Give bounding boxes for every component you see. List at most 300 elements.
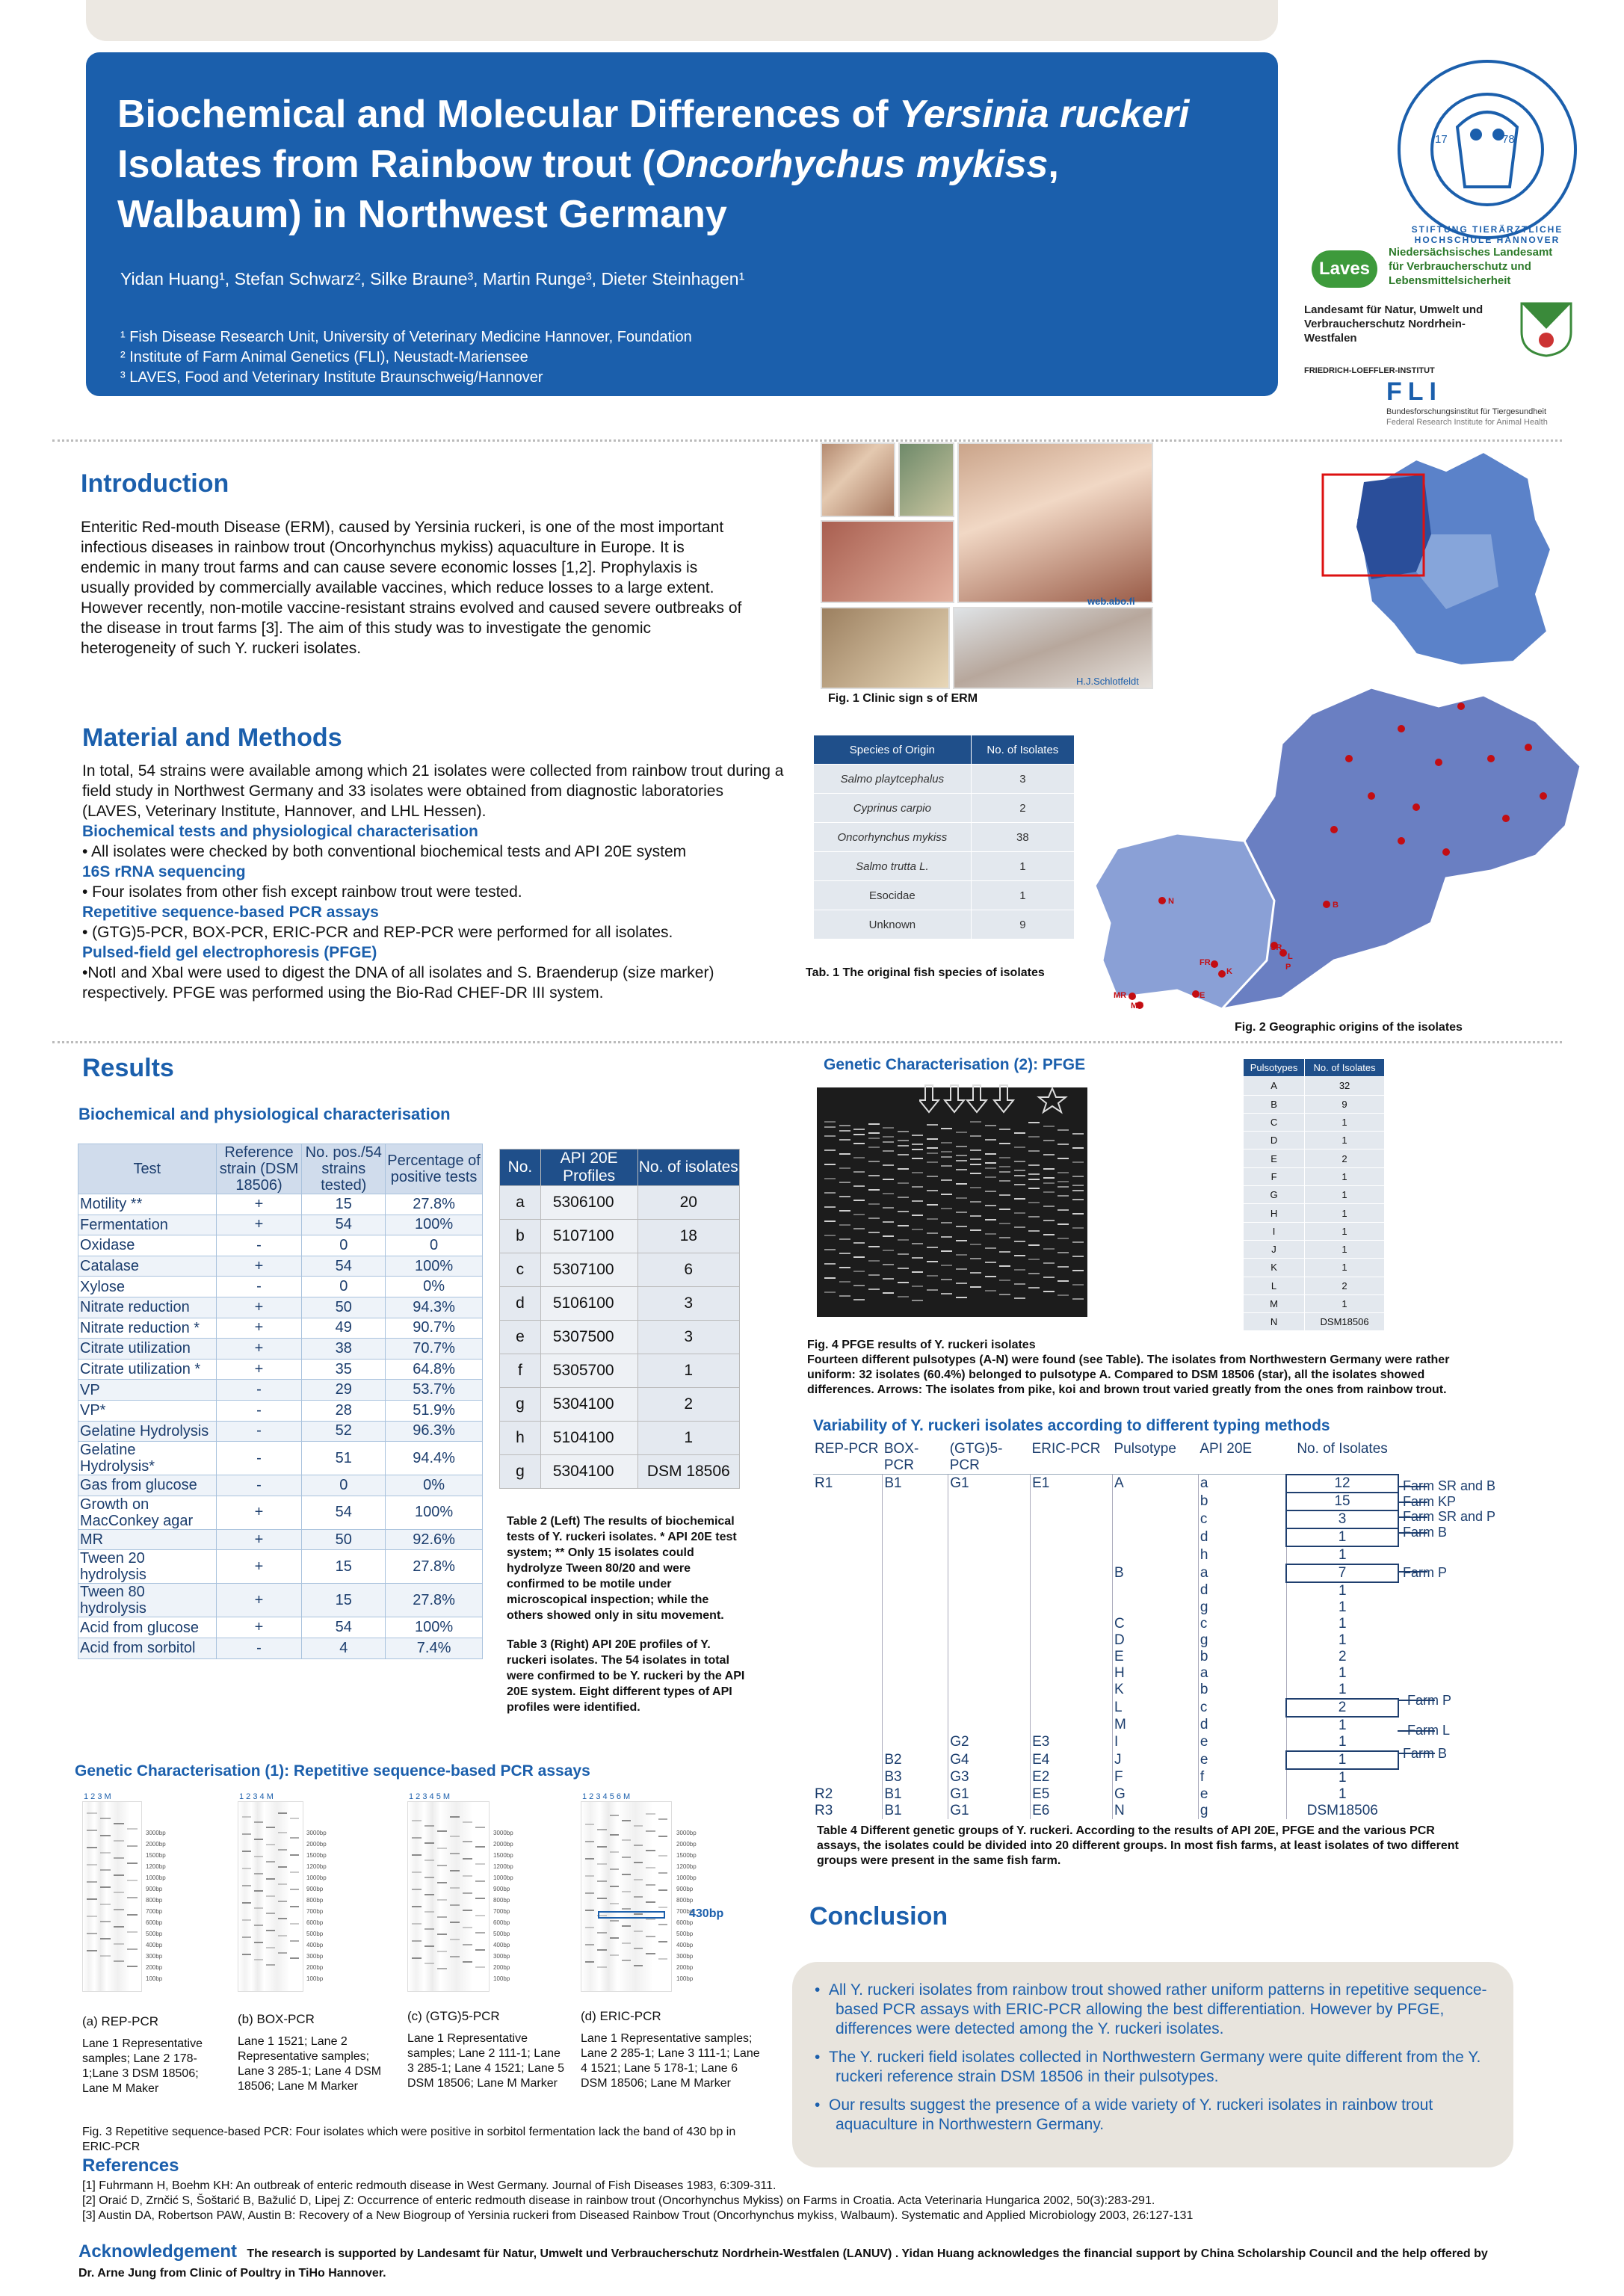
- pfge-band: [970, 1258, 981, 1259]
- fig1-caption: Fig. 1 Clinic sign s of ERM: [828, 692, 978, 705]
- pfge-band: [1058, 1158, 1069, 1159]
- gel-band: [585, 1927, 594, 1928]
- pfge-band: [853, 1157, 865, 1158]
- table-row: MR + 50 92.6%: [78, 1529, 483, 1550]
- laves-name: Niedersächsisches Landesamt für Verbraucherschutz und Lebensmittelsicherheit: [1389, 246, 1553, 287]
- lanes-a: 1 2 3 M: [84, 1792, 111, 1801]
- pfge-band: [970, 1173, 981, 1174]
- ladder-label: 1000bp: [146, 1874, 166, 1881]
- pfge-band: [970, 1272, 981, 1274]
- gel-band: [597, 1966, 606, 1968]
- gel-band: [114, 1892, 124, 1893]
- pfge-band: [999, 1180, 1010, 1182]
- table-row: A 32: [1244, 1077, 1385, 1095]
- pfge-band: [898, 1239, 909, 1241]
- pfge-band: [824, 1235, 836, 1236]
- table-row: K b 1: [813, 1682, 1398, 1699]
- laves-logo: Laves: [1312, 250, 1377, 288]
- map-label-e: E: [1200, 991, 1205, 1000]
- pfge-band: [927, 1147, 938, 1149]
- gel-band: [254, 1839, 263, 1840]
- gel-band: [585, 1892, 594, 1894]
- pfge-band: [898, 1182, 909, 1184]
- gel-band: [87, 1950, 97, 1951]
- gel-band: [646, 1919, 655, 1920]
- gel-band: [450, 1956, 460, 1957]
- gel-band: [463, 1821, 472, 1823]
- table-row: R2 B1 G1 E5 G e 1: [815, 1786, 1347, 1802]
- gel-band: [412, 1906, 422, 1907]
- pfge-band: [898, 1154, 909, 1155]
- pfge-band: [898, 1197, 909, 1198]
- acknowledgement: Acknowledgement The research is supported by Landesamt für Natur, Umwelt und Verbraucherschutz Nordrhein-Westfalen (LANUV) . Yidan Huang acknowledges the financial support by China Scholarship Council and the help offered by Dr. Arne Jung from Clinic of Poultry in TiHo Hannover.: [78, 2241, 1488, 2280]
- pfge-band: [853, 1185, 865, 1187]
- gel-band: [290, 1871, 299, 1873]
- gel-band: [254, 1907, 263, 1909]
- pfge-band: [898, 1296, 909, 1297]
- pfge-band: [941, 1179, 952, 1181]
- gel-band: [597, 1932, 606, 1934]
- map-label-fr: FR: [1200, 958, 1211, 967]
- farm-label-b: Farm B: [1403, 1746, 1448, 1761]
- pfge-band: [970, 1244, 981, 1245]
- ladder-label: 2000bp: [676, 1841, 697, 1848]
- results-sub2: Genetic Characterisation (1): Repetitive sequence-based PCR assays: [75, 1762, 590, 1780]
- pfge-band: [1043, 1154, 1055, 1155]
- ladder-label: 700bp: [306, 1908, 324, 1915]
- pfge-band: [1072, 1199, 1084, 1200]
- pfge-band: [883, 1150, 894, 1152]
- pfge-band: [927, 1161, 938, 1163]
- gel-band: [450, 1870, 460, 1871]
- pfge-band: [999, 1171, 1010, 1173]
- pfge-band: [999, 1280, 1010, 1281]
- gel-band: [87, 1916, 97, 1917]
- ladder-label: 700bp: [146, 1908, 163, 1915]
- pfge-band: [927, 1247, 938, 1248]
- pfge-band: [956, 1283, 967, 1284]
- pfge-band: [883, 1141, 894, 1143]
- pfge-band: [912, 1200, 923, 1202]
- pfge-band: [1014, 1198, 1025, 1200]
- pfge-band: [1014, 1161, 1025, 1162]
- gel-band: [463, 1841, 472, 1842]
- pfge-band: [898, 1145, 909, 1147]
- pfge-band: [985, 1191, 996, 1192]
- pfge-band: [1058, 1280, 1069, 1282]
- pfge-band: [898, 1225, 909, 1226]
- table-row: C c 1: [813, 1616, 1398, 1632]
- ladder-label: 600bp: [146, 1919, 163, 1926]
- pfge-band: [883, 1127, 894, 1129]
- gel-band: [634, 1896, 643, 1898]
- ladder-label: 200bp: [676, 1964, 694, 1971]
- gel-band: [127, 1863, 138, 1864]
- table-row: R1 B1 G1 E1 A a 12: [813, 1475, 1398, 1493]
- pfge-band: [839, 1295, 850, 1297]
- ladder-label: 100bp: [676, 1975, 694, 1982]
- pfge-band: [985, 1262, 996, 1263]
- divider-2: [52, 1041, 1562, 1043]
- pfge-band: [824, 1249, 836, 1250]
- pfge-band: [970, 1158, 981, 1160]
- table-variability: REP-PCR BOX-PCR (GTG)5-PCR ERIC-PCR Pulsotype API 20E No. of Isolates R1 B1 G1 E1 A a 12 b 15 c 3 d 1 h 1 B a 7 d 1 g 1 C c 1 D g 1 E b 2 H a 1 K b 1 L c 2 M d 1 G2 E3 I e 1 B2 G4 E4 J e 1 B3 G3 E2 F f 1 R2 B1 G1 E5 G e 1 R3 B1 G1 E6 N g DSM18506: [813, 1441, 1399, 1819]
- gel-band: [437, 1848, 447, 1849]
- affiliations: ¹ Fish Disease Research Unit, University of Veterinary Medicine Hannover, Foundation ² Institute of Farm Animal Genetics (FLI), Neustadt-Mariensee ³ LAVES, Food and Veterinary Institute Braunschweig/Hannover: [120, 329, 692, 386]
- gel-band: [424, 1911, 434, 1913]
- gel-band: [242, 1937, 251, 1938]
- pfge-band: [1028, 1150, 1040, 1152]
- gel-band: [658, 1941, 667, 1942]
- table-row: h 1: [813, 1546, 1398, 1564]
- table-row: E b 2: [813, 1649, 1398, 1665]
- gel-band: [412, 1837, 422, 1839]
- farm-label-p2: Farm P: [1407, 1693, 1452, 1708]
- table-row: e 5307500 3: [500, 1321, 740, 1354]
- table-row: R3 B1 G1 E6 N g DSM18506: [815, 1802, 1378, 1818]
- gel-band: [114, 1926, 124, 1928]
- gel-band: [424, 1963, 434, 1964]
- pfge-band: [941, 1293, 952, 1294]
- table-fish-species: Species of Origin No. of Isolates Salmo playtcephalus 3 Cyprinus carpio 2 Oncorhynchus mykiss 38 Salmo trutta L. 1 Esocidae 1 Unknown 9: [813, 735, 1075, 939]
- ladder-label: 200bp: [306, 1964, 324, 1971]
- gel-band: [475, 1949, 485, 1951]
- pfge-band: [839, 1238, 850, 1240]
- pfge-band: [927, 1138, 938, 1140]
- gel-band: [266, 1913, 275, 1914]
- pfge-band: [1072, 1147, 1084, 1149]
- gel-band: [266, 1895, 275, 1897]
- gel-band: [658, 1958, 667, 1960]
- ladder-label: 200bp: [493, 1964, 510, 1971]
- gel-band: [646, 1936, 655, 1937]
- ladder-label: 1200bp: [676, 1863, 697, 1870]
- gel-band: [278, 1952, 287, 1954]
- erm-photo-4: [821, 520, 954, 603]
- fli-sub2: Federal Research Institute for Animal Health: [1386, 418, 1548, 427]
- farm-labels-top: Farm SR and B Farm KP Farm SR and P Farm B: [1403, 1478, 1496, 1540]
- pfge-band: [1043, 1248, 1055, 1250]
- gel-band: [597, 1846, 606, 1848]
- pfge-band: [1072, 1270, 1084, 1271]
- list-item: • The Y. ruckeri field isolates collected in Northwestern Germany were quite different from the Y. ruckeri reference strain DSM 18506 in their pulsotypes.: [815, 2049, 1481, 2085]
- pfge-band: [1058, 1238, 1069, 1239]
- gel-band: [634, 1879, 643, 1880]
- gel-band: [100, 1869, 111, 1871]
- pfge-band: [839, 1253, 850, 1254]
- gel-band: [646, 1830, 655, 1832]
- gel-band: [622, 1942, 631, 1944]
- pfge-band: [941, 1208, 952, 1209]
- pfge-band: [1028, 1230, 1040, 1232]
- tab1-caption: Tab. 1 The original fish species of isolates: [806, 966, 1045, 979]
- gel-band: [437, 1830, 447, 1832]
- pfge-band: [839, 1130, 850, 1132]
- pfge-band: [1058, 1209, 1069, 1211]
- pfge-band: [1014, 1255, 1025, 1256]
- table-row: Salmo trutta L. 1: [814, 852, 1075, 881]
- results-heading: Results: [82, 1054, 174, 1082]
- pfge-band: [898, 1268, 909, 1269]
- ladder-label: 800bp: [306, 1897, 324, 1904]
- gel-band: [475, 1932, 485, 1934]
- gel-band: [242, 1954, 251, 1955]
- pfge-band: [1028, 1179, 1040, 1180]
- gel-band: [658, 1924, 667, 1925]
- pfge-band: [839, 1125, 850, 1126]
- poster-title: Biochemical and Molecular Differences of Yersinia ruckeri Isolates from Rainbow trout (Oncorhychus mykiss, Walbaum) in Northwest Germany: [117, 93, 1190, 236]
- pfge-band: [1043, 1206, 1055, 1207]
- gel-band: [610, 1868, 619, 1870]
- ladder-label: 300bp: [493, 1953, 510, 1960]
- gel-band: [610, 1937, 619, 1939]
- pfge-band: [970, 1229, 981, 1231]
- ladder-label: 400bp: [493, 1942, 510, 1948]
- gel-band: [127, 1966, 138, 1967]
- pfge-band: [999, 1294, 1010, 1295]
- gel-band: [437, 1916, 447, 1918]
- table-row: I 1: [1244, 1222, 1385, 1240]
- gel-band: [658, 1855, 667, 1857]
- table-row: g 5304100 DSM 18506: [500, 1455, 740, 1489]
- pfge-band: [1043, 1291, 1055, 1292]
- pfge-band: [985, 1167, 996, 1169]
- gel-band: [114, 1943, 124, 1945]
- ladder-label: 700bp: [676, 1908, 694, 1915]
- pfge-band: [1058, 1129, 1069, 1131]
- pfge-band: [985, 1276, 996, 1277]
- ladder-label: 300bp: [676, 1953, 694, 1960]
- region-map: [1087, 676, 1611, 1016]
- pfge-band: [883, 1193, 894, 1194]
- table-row: J 1: [1244, 1240, 1385, 1258]
- gel-band: [658, 1872, 667, 1874]
- gel-band: [266, 1947, 275, 1948]
- gel-band: [114, 1857, 124, 1859]
- ladder-label: 900bp: [493, 1886, 510, 1892]
- list-item: [2] Oraić D, Zrnčić S, Šoštarić B, Bažulić D, Lipej Z: Occurrence of enteric redmouth disease in rainbow trout (Oncorhynchus Mykiss) on Farms in Croatia. Acta Veterinaria Hungarica 2002, 50(3):283-291.: [82, 2194, 1155, 2207]
- pfge-band: [1043, 1182, 1055, 1184]
- gel-band: [127, 1845, 138, 1847]
- table-row: B a 7: [813, 1564, 1398, 1582]
- pfge-band: [985, 1153, 996, 1155]
- pfge-band: [956, 1212, 967, 1213]
- fig4-text: Fourteen different pulsotypes (A-N) were found (see Table). The isolates from Northwestern Germany were rather uniform: 32 isolates (60.4%) belonged to pulsotype A. Compared to DSM 18506 (star), all the isolates showed differences. Arrows: The isolates from pike, koi and brown trout varied greatly from the ones from rainbow trout.: [807, 1354, 1450, 1396]
- pfge-band: [1014, 1132, 1025, 1134]
- pfge-band: [927, 1152, 938, 1154]
- pfge-band: [1043, 1126, 1055, 1127]
- pfge-band: [839, 1153, 850, 1155]
- top-band: [86, 0, 1278, 41]
- gel-band: [424, 1894, 434, 1895]
- gel-band: [424, 1825, 434, 1827]
- pfge-band: [824, 1192, 836, 1194]
- table-row: Tween 20 hydrolysis + 15 27.8%: [78, 1550, 483, 1584]
- gel-band: [634, 1845, 643, 1846]
- gel-band: [114, 1823, 124, 1824]
- ladder-label: 1500bp: [493, 1852, 513, 1859]
- pfge-band: [970, 1164, 981, 1165]
- pfge-band: [941, 1128, 952, 1129]
- gel-band: [114, 1874, 124, 1876]
- gel-band: [610, 1851, 619, 1853]
- pfge-band: [1058, 1195, 1069, 1197]
- gel-band: [437, 1899, 447, 1901]
- pfge-band: [941, 1250, 952, 1252]
- pfge-band: [868, 1203, 880, 1205]
- pfge-band: [839, 1281, 850, 1283]
- gel-band: [290, 1957, 299, 1959]
- ladder-label: 800bp: [676, 1897, 694, 1904]
- map-label-k: K: [1226, 967, 1232, 976]
- ladder-label: 900bp: [306, 1886, 324, 1892]
- table-row: VP* - 28 51.9%: [78, 1400, 483, 1421]
- gel-band: [266, 1844, 275, 1845]
- table-row: g 5304100 2: [500, 1388, 740, 1422]
- gel-band: [290, 1906, 299, 1907]
- pfge-band: [824, 1277, 836, 1279]
- pfge-band: [853, 1228, 865, 1229]
- pfge-band: [999, 1129, 1010, 1130]
- gel-band: [622, 1960, 631, 1961]
- pfge-band: [898, 1211, 909, 1212]
- gel-band: [254, 1856, 263, 1857]
- gel-band: [597, 1880, 606, 1882]
- gel-band: [127, 1914, 138, 1916]
- gel-band: [622, 1857, 631, 1858]
- pfge-band: [985, 1205, 996, 1206]
- pfge-band: [1072, 1256, 1084, 1257]
- pfge-band: [985, 1176, 996, 1178]
- table-row: D 1: [1244, 1132, 1385, 1149]
- table-row: Nitrate reduction + 50 94.3%: [78, 1297, 483, 1318]
- gel-band: [254, 1959, 263, 1960]
- table-row: G2 E3 I e 1: [813, 1734, 1398, 1751]
- gel-band: [658, 1889, 667, 1891]
- pfge-band: [853, 1214, 865, 1215]
- gel-band: [266, 1827, 275, 1828]
- pcr-a-desc: Lane 1 Representative samples; Lane 2 178-1;Lane 3 DSM 18506; Lane M Maker: [82, 2037, 203, 2095]
- lanes-c: 1 2 3 4 5 M: [409, 1792, 451, 1801]
- ladder-label: 900bp: [146, 1886, 163, 1892]
- gel-band: [585, 1910, 594, 1911]
- table-row: Gas from glucose - 0 0%: [78, 1475, 483, 1496]
- pfge-band: [956, 1169, 967, 1170]
- erm-photo-3: [957, 442, 1153, 603]
- gel-band: [622, 1839, 631, 1841]
- ladder-label: 800bp: [146, 1897, 163, 1904]
- gel-band: [597, 1949, 606, 1951]
- pfge-band: [824, 1126, 836, 1128]
- map-label-mu: MU: [1131, 1002, 1144, 1010]
- pfge-band: [999, 1157, 1010, 1158]
- pfge-band: [1058, 1223, 1069, 1225]
- gel-band: [114, 1840, 124, 1842]
- map-label-p: P: [1285, 963, 1291, 972]
- ladder-label: 1000bp: [493, 1874, 513, 1881]
- ladder-label: 3000bp: [493, 1830, 513, 1836]
- pfge-band: [853, 1171, 865, 1173]
- pfge-band: [853, 1256, 865, 1258]
- pfge-band: [1014, 1147, 1025, 1148]
- gel-band: [254, 1873, 263, 1874]
- pfge-band: [839, 1139, 850, 1141]
- table-row: Acid from sorbitol - 4 7.4%: [78, 1638, 483, 1658]
- gel-band: [100, 1921, 111, 1922]
- fig3-caption: Fig. 3 Repetitive sequence-based PCR: Four isolates which were positive in sorbitol fermentation lack the band of 430 bp in ERIC-PCR: [82, 2126, 736, 2153]
- pfge-band: [868, 1123, 880, 1125]
- pfge-band: [1058, 1172, 1069, 1173]
- gel-band: [100, 1835, 111, 1836]
- pcr-b-label: (b) BOX-PCR: [238, 2012, 315, 2026]
- list-item: [1] Fuhrmann H, Boehm KH: An outbreak of enteric redmouth disease in West Germany. Journal of Fish Diseases 1983, 6:309-311.: [82, 2179, 777, 2192]
- table-row: Citrate utilization * + 35 64.8%: [78, 1359, 483, 1380]
- pfge-band: [1014, 1283, 1025, 1285]
- gel-band: [114, 1909, 124, 1910]
- band-430-box: [598, 1911, 665, 1919]
- band-430-label: 430bp: [689, 1907, 724, 1920]
- gel-band: [100, 1938, 111, 1939]
- pfge-band: [912, 1257, 923, 1259]
- pfge-band: [868, 1189, 880, 1191]
- gel-band: [290, 1940, 299, 1942]
- germany-map: [1312, 437, 1566, 673]
- gel-band: [412, 1820, 422, 1821]
- pfge-band: [912, 1158, 923, 1159]
- pfge-band: [853, 1129, 865, 1130]
- pfge-band: [1072, 1133, 1084, 1135]
- pcr-d-desc: Lane 1 Representative samples; Lane 2 285-1; Lane 3 111-1; Lane 4 1521; Lane 5 178-1; Lane 6 DSM 18506; Lane M Marker: [581, 2032, 760, 2090]
- seal-year-left: 17: [1435, 133, 1448, 146]
- table-row: Unknown 9: [814, 910, 1075, 939]
- pfge-band: [927, 1289, 938, 1291]
- gel-band: [585, 1824, 594, 1825]
- pfge-band: [1014, 1297, 1025, 1299]
- results-sub1: Biochemical and physiological characterisation: [78, 1105, 451, 1123]
- table-row: g 1: [813, 1599, 1398, 1616]
- pfge-band: [1043, 1140, 1055, 1141]
- ladder-label: 100bp: [493, 1975, 510, 1982]
- pfge-band: [956, 1240, 967, 1241]
- pfge-band: [868, 1246, 880, 1247]
- gel-band: [266, 1930, 275, 1931]
- list-item: • Our results suggest the presence of a wide variety of Y. ruckeri isolates in rainbow trout aquaculture in Northwestern Germany.: [815, 2096, 1433, 2133]
- ladder-label: 500bp: [493, 1931, 510, 1937]
- table-row: Gelatine Hydrolysis - 52 96.3%: [78, 1421, 483, 1442]
- gel-band: [658, 1818, 667, 1820]
- gel-band: [87, 1847, 97, 1848]
- pfge-band: [985, 1139, 996, 1141]
- pfge-band: [999, 1143, 1010, 1144]
- pfge-band: [941, 1265, 952, 1266]
- ladder-label: 300bp: [146, 1953, 163, 1960]
- gel-band: [87, 1830, 97, 1831]
- table-row: B 9: [1244, 1095, 1385, 1113]
- table-row: c 5307100 6: [500, 1253, 740, 1287]
- pfge-band: [868, 1232, 880, 1233]
- ladder-label: 2000bp: [493, 1841, 513, 1848]
- gel-band: [290, 1889, 299, 1890]
- pfge-band: [898, 1140, 909, 1141]
- table-row: h 5104100 1: [500, 1422, 740, 1455]
- conclusion-list: [815, 1981, 1487, 2135]
- gel-band: [622, 1891, 631, 1892]
- pfge-band: [1072, 1227, 1084, 1229]
- pfge-band: [883, 1136, 894, 1138]
- pfge-band: [985, 1247, 996, 1249]
- gel-band: [266, 1861, 275, 1863]
- pfge-band: [999, 1194, 1010, 1196]
